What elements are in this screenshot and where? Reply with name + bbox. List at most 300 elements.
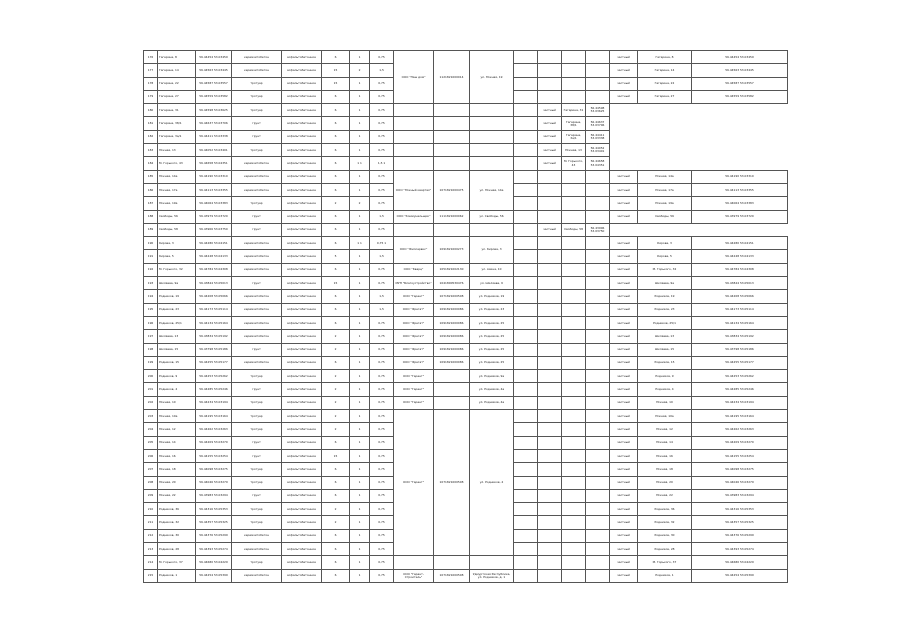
coordinates-cell: 56.44411 53.03338 [196, 130, 232, 143]
address-cell: Южная, 22 [158, 489, 196, 502]
owner-cell: ООО "Гарант" [394, 383, 434, 396]
ogrn-cell: 1091821000086 [434, 343, 470, 356]
count-cell: 1 [350, 516, 370, 529]
ogrn-cell: 1091821000086 [434, 316, 470, 329]
empty-cell [538, 529, 562, 542]
empty-cell [394, 117, 434, 130]
table-row [144, 316, 788, 329]
status-cell: частный [538, 157, 562, 170]
material-cell: тротуар [232, 90, 282, 103]
cover-cell: асфальтобетонное [282, 157, 322, 170]
coordinates-cell: 56.44113 53.03355 [196, 183, 232, 196]
area-cell: 6 [322, 144, 350, 157]
empty-cell [562, 210, 586, 223]
status-cell: частный [610, 303, 638, 316]
volume-cell: 1,5 [370, 303, 394, 316]
empty-cell [514, 90, 538, 103]
count-cell: 1 [350, 383, 370, 396]
material-cell: керамзитобетон [232, 64, 282, 77]
empty-cell [514, 436, 538, 449]
status-cell: частный [610, 396, 638, 409]
cover-cell: асфальтобетонное [282, 263, 322, 276]
count-cell: 1 [350, 90, 370, 103]
cover-cell: асфальтобетонное [282, 130, 322, 143]
empty-cell [586, 436, 610, 449]
address-cell: Южная, 13 [158, 144, 196, 157]
empty-cell [586, 476, 610, 489]
row-number-cell: 206 [144, 449, 158, 462]
status-cell: частный [610, 423, 638, 436]
area-cell: 2 [322, 383, 350, 396]
empty-cell [514, 117, 538, 130]
sources-cell: Родников, 23 [638, 303, 692, 316]
cover-cell: асфальтобетонное [282, 303, 322, 316]
area-cell: 2 [322, 370, 350, 383]
area-cell: 6 [322, 90, 350, 103]
coordinates-cell: 56.43906 53.03750 [196, 223, 232, 236]
status-cell: частный [610, 529, 638, 542]
sources-coords-cell: 56.44234 53.03194 [692, 396, 788, 409]
table-row [144, 144, 788, 157]
empty-cell [562, 489, 586, 502]
empty-cell [514, 463, 538, 476]
status-cell: частный [610, 290, 638, 303]
count-cell: 1 [350, 104, 370, 117]
empty-cell [538, 356, 562, 369]
count-cell: 1 [350, 130, 370, 143]
coordinates-cell: 56.44046 53.03279 [196, 476, 232, 489]
area-cell: 6 [322, 463, 350, 476]
volume-cell: 0,75 [370, 463, 394, 476]
volume-cell: 0,75 [370, 569, 394, 582]
cover-cell: асфальтобетонное [282, 516, 322, 529]
address-cell: Свободы, 56 [158, 210, 196, 223]
address-cell: Родников, 4 [158, 383, 196, 396]
address-cell: Южная, 10 [158, 396, 196, 409]
sources-coords-cell: 56.44411 53.03338 [586, 130, 610, 143]
address-cell: Южная, 14 [158, 436, 196, 449]
count-cell: 1 [350, 343, 370, 356]
sources-cell: Шкляева, 13 [638, 330, 692, 343]
empty-cell [538, 449, 562, 462]
empty-cell [538, 556, 562, 569]
material-cell: тротуар [232, 396, 282, 409]
area-cell: 2 [322, 410, 350, 423]
status-cell: частный [610, 516, 638, 529]
area-cell: 6 [322, 237, 350, 250]
empty-cell [586, 64, 610, 77]
coordinates-cell: 56.44208 53.05066 [196, 290, 232, 303]
sources-coords-cell: 56.44598 53.03625 [586, 104, 610, 117]
count-cell: 1 [350, 356, 370, 369]
count-cell: 2 [350, 64, 370, 77]
count-cell: 1 [350, 396, 370, 409]
count-cell: 1 [350, 503, 370, 516]
cover-cell: асфальтобетонное [282, 476, 322, 489]
address-cell: Гагарина, 8 [158, 51, 196, 64]
empty-cell [514, 396, 538, 409]
empty-cell [562, 197, 586, 210]
owner-cell: ООО "Гарант" [394, 410, 434, 556]
owner-address-cell: ул. Родников, 4а [470, 396, 514, 409]
cover-cell: асфальтобетонное [282, 343, 322, 356]
volume-cell: 1,5 [370, 290, 394, 303]
address-cell: Шкляева, 13 [158, 330, 196, 343]
coordinates-cell: 56.44587 53.03557 [196, 77, 232, 90]
coordinates-cell: 56.44209 53.03270 [196, 436, 232, 449]
volume-cell: 0,75 [370, 77, 394, 90]
volume-cell: 0,75 [370, 263, 394, 276]
owner-address-cell: ул. Южная, 19 [470, 51, 514, 104]
owner-cell: ООО "Фрегат" [394, 330, 434, 343]
sources-cell: Южная, 20 [638, 476, 692, 489]
owner-address-cell: ул. Родников, 4а [470, 383, 514, 396]
sources-cell: Свободы, 56 [638, 210, 692, 223]
volume-cell: 0,75 [370, 183, 394, 196]
count-cell: 1 [350, 463, 370, 476]
material-cell: грунт [232, 117, 282, 130]
material-cell: грунт [232, 489, 282, 502]
empty-cell [394, 144, 434, 157]
empty-cell [514, 250, 538, 263]
row-number-cell: 199 [144, 356, 158, 369]
table-row [144, 170, 788, 183]
cover-cell: асфальтобетонное [282, 170, 322, 183]
empty-cell [538, 330, 562, 343]
empty-cell [470, 130, 514, 143]
cover-cell: асфальтобетонное [282, 370, 322, 383]
empty-cell [562, 463, 586, 476]
count-cell: 2 [350, 197, 370, 210]
table-row [144, 237, 788, 250]
sources-coords-cell: 56.43906 53.03750 [586, 223, 610, 236]
owner-cell: ООО "Гарант" [394, 396, 434, 409]
material-cell: грунт [232, 449, 282, 462]
sources-coords-cell: 56.44248 53.04133 [692, 250, 788, 263]
empty-cell [514, 170, 538, 183]
coordinates-cell: 56.44255 53.05177 [196, 356, 232, 369]
material-cell: керамзитобетон [232, 183, 282, 196]
material-cell: керамзитобетон [232, 529, 282, 542]
cover-cell: асфальтобетонное [282, 410, 322, 423]
area-cell: 6 [322, 290, 350, 303]
empty-cell [586, 263, 610, 276]
sources-coords-cell: 56.44637 53.03706 [586, 117, 610, 130]
volume-cell: 0,75 [370, 542, 394, 555]
empty-cell [562, 529, 586, 542]
area-cell: 15 [322, 77, 350, 90]
empty-cell [562, 569, 586, 582]
coordinates-cell: 56.44393 53.05274 [196, 542, 232, 555]
address-cell: Родников, 9 [158, 370, 196, 383]
area-cell: 6 [322, 130, 350, 143]
status-cell: частный [610, 343, 638, 356]
empty-cell [538, 542, 562, 555]
count-cell: 1 [350, 223, 370, 236]
empty-cell [562, 383, 586, 396]
volume-cell: 0,75 [370, 170, 394, 183]
sources-cell: Южная, 19а [638, 197, 692, 210]
status-cell: частный [610, 197, 638, 210]
status-cell: частный [610, 210, 638, 223]
volume-cell: 0,75 [370, 423, 394, 436]
owner-cell: МУП "Благоустройство" [394, 277, 434, 290]
cover-cell: асфальтобетонное [282, 104, 322, 117]
row-number-cell: 211 [144, 516, 158, 529]
empty-cell [538, 503, 562, 516]
owner-address-cell: ул. Родников, 25 [470, 356, 514, 369]
empty-cell [586, 529, 610, 542]
owner-cell: ООО "Южный квартал" [394, 170, 434, 210]
ogrn-cell [434, 370, 470, 383]
count-cell: 1 [350, 117, 370, 130]
empty-cell [586, 90, 610, 103]
row-number-cell: 213 [144, 542, 158, 555]
address-cell: Родников, 1 [158, 569, 196, 582]
empty-cell [514, 64, 538, 77]
status-cell: частный [610, 542, 638, 555]
area-cell: 2 [322, 396, 350, 409]
empty-cell [586, 503, 610, 516]
empty-cell [586, 290, 610, 303]
row-number-cell: 204 [144, 423, 158, 436]
status-cell: частный [610, 51, 638, 64]
sources-cell: Гагарина, 14 [638, 64, 692, 77]
area-cell: 6 [322, 183, 350, 196]
owner-cell: ООО "Гарант" [394, 370, 434, 383]
register-table [143, 50, 788, 583]
material-cell: керамзитобетон [232, 157, 282, 170]
status-cell: частный [610, 237, 638, 250]
empty-cell [538, 263, 562, 276]
sources-coords-cell: 56.44134 53.05164 [692, 316, 788, 329]
cover-cell: асфальтобетонное [282, 423, 322, 436]
sources-cell: Родников, 15 [638, 356, 692, 369]
coordinates-cell: 56.44559 53.03582 [196, 90, 232, 103]
ogrn-cell: 1111821000062 [434, 210, 470, 223]
empty-cell [394, 223, 434, 236]
sources-coords-cell: 56.44253 53.05262 [692, 370, 788, 383]
area-cell: 6 [322, 157, 350, 170]
area-cell: 6 [322, 556, 350, 569]
empty-cell [586, 183, 610, 196]
empty-cell [538, 370, 562, 383]
empty-cell [514, 144, 538, 157]
sources-cell: Гагарина, 38/1 [562, 117, 586, 130]
ogrn-cell: 1071821000475 [434, 170, 470, 210]
count-cell: 1 [350, 449, 370, 462]
row-number-cell: 197 [144, 330, 158, 343]
volume-cell: 0,75 [370, 449, 394, 462]
address-cell: Гагарина, 38/1 [158, 117, 196, 130]
sources-coords-cell: 56.44680 53.04229 [692, 556, 788, 569]
count-cell: 1 [350, 263, 370, 276]
material-cell: керамзитобетон [232, 569, 282, 582]
empty-cell [470, 144, 514, 157]
empty-cell [586, 556, 610, 569]
empty-cell [562, 516, 586, 529]
address-cell: Южная, 16 [158, 449, 196, 462]
coordinates-cell: 56.43979 53.03720 [196, 210, 232, 223]
row-number-cell: 190 [144, 237, 158, 250]
register-rows [144, 51, 788, 583]
empty-cell [538, 396, 562, 409]
status-cell: частный [610, 77, 638, 90]
sources-cell: М. Горького, 43 [562, 157, 586, 170]
sources-coords-cell: 56.43844 53.05013 [692, 277, 788, 290]
count-cell: 1 [350, 436, 370, 449]
empty-cell [586, 370, 610, 383]
count-cell: 1 [350, 250, 370, 263]
row-number-cell: 189 [144, 223, 158, 236]
sources-coords-cell: 56.44658 53.04351 [586, 157, 610, 170]
empty-cell [538, 489, 562, 502]
row-number-cell: 203 [144, 410, 158, 423]
material-cell: тротуар [232, 503, 282, 516]
row-number-cell: 215 [144, 569, 158, 582]
cover-cell: асфальтобетонное [282, 51, 322, 64]
count-cell: 1 [350, 277, 370, 290]
coordinates-cell: 56.44134 53.05164 [196, 316, 232, 329]
cover-cell: асфальтобетонное [282, 210, 322, 223]
empty-cell [586, 449, 610, 462]
row-number-cell: 176 [144, 51, 158, 64]
cover-cell: асфальтобетонное [282, 250, 322, 263]
table-row [144, 104, 788, 117]
material-cell: грунт [232, 210, 282, 223]
empty-cell [514, 130, 538, 143]
material-cell: тротуар [232, 476, 282, 489]
address-cell: Гагарина, 27 [158, 90, 196, 103]
row-number-cell: 184 [144, 157, 158, 170]
volume-cell: 0,75 [370, 90, 394, 103]
empty-cell [562, 237, 586, 250]
empty-cell [538, 436, 562, 449]
cover-cell: асфальтобетонное [282, 436, 322, 449]
sources-cell: Родников, 9 [638, 370, 692, 383]
address-cell: М. Горького, 32 [158, 263, 196, 276]
count-cell: 1 [350, 210, 370, 223]
empty-cell [514, 423, 538, 436]
material-cell: керамзитобетон [232, 542, 282, 555]
material-cell: грунт [232, 130, 282, 143]
address-cell: Южная, 20 [158, 476, 196, 489]
coordinates-cell: 56.44637 53.03706 [196, 117, 232, 130]
coordinates-cell: 56.43834 53.05192 [196, 330, 232, 343]
area-cell: 6 [322, 51, 350, 64]
volume-cell: 0,75 [370, 197, 394, 210]
empty-cell [538, 423, 562, 436]
empty-cell [514, 197, 538, 210]
sources-coords-cell: 56.43834 53.05192 [692, 330, 788, 343]
empty-cell [586, 356, 610, 369]
empty-cell [538, 277, 562, 290]
volume-cell: 0,75 [370, 51, 394, 64]
volume-cell: 0,75 [370, 277, 394, 290]
row-number-cell: 195 [144, 303, 158, 316]
area-cell: 15 [322, 449, 350, 462]
owner-address-cell: ул. Родников, 25 [470, 316, 514, 329]
row-number-cell: 205 [144, 436, 158, 449]
ogrn-cell [434, 556, 470, 569]
material-cell: керамзитобетон [232, 250, 282, 263]
row-number-cell: 181 [144, 117, 158, 130]
owner-address-cell: ул. Родников, 9а [470, 370, 514, 383]
table-row [144, 290, 788, 303]
empty-cell [586, 489, 610, 502]
owner-address-cell: ул. Родников, 23 [470, 303, 514, 316]
row-number-cell: 182 [144, 130, 158, 143]
table-row [144, 330, 788, 343]
row-number-cell: 196 [144, 316, 158, 329]
count-cell: 1 [350, 529, 370, 542]
empty-cell [514, 343, 538, 356]
volume-cell: 0,75 [370, 529, 394, 542]
owner-cell: ООО "Коммунальщик" [394, 210, 434, 223]
area-cell: 2 [322, 503, 350, 516]
address-cell: Родников, 15 [158, 356, 196, 369]
sources-cell: Гагарина, 27 [638, 90, 692, 103]
row-number-cell: 200 [144, 370, 158, 383]
sources-cell: Родников, 30 [638, 529, 692, 542]
sources-cell: Родников, 1 [638, 569, 692, 582]
coordinates-cell: 56.44254 53.05399 [196, 569, 232, 582]
address-cell: Родников, 28 [158, 542, 196, 555]
sources-coords-cell: 56.44254 53.05399 [692, 569, 788, 582]
count-cell: 1 [350, 170, 370, 183]
sources-coords-cell: 56.44208 53.05066 [692, 290, 788, 303]
row-number-cell: 201 [144, 383, 158, 396]
coordinates-cell: 56.44190 53.03310 [196, 170, 232, 183]
sources-coords-cell: 56.44209 53.03270 [692, 436, 788, 449]
owner-address-cell [470, 556, 514, 569]
address-cell: Южная, 14а [158, 170, 196, 183]
sources-cell: Южная, 10 [638, 396, 692, 409]
empty-cell [562, 64, 586, 77]
sources-cell: Южная, 10а [638, 410, 692, 423]
address-cell: Южная, 12 [158, 423, 196, 436]
empty-cell [562, 556, 586, 569]
material-cell: тротуар [232, 144, 282, 157]
cover-cell: асфальтобетонное [282, 77, 322, 90]
table-row [144, 410, 788, 423]
area-cell: 6 [322, 210, 350, 223]
sources-coords-cell: 56.43979 53.03720 [692, 210, 788, 223]
empty-cell [514, 303, 538, 316]
volume-cell: 0,75 [370, 104, 394, 117]
ogrn-cell: 1091821000086 [434, 303, 470, 316]
sources-cell: Гагарина, 8 [638, 51, 692, 64]
count-cell: 1 [350, 410, 370, 423]
status-cell: частный [538, 223, 562, 236]
row-number-cell: 180 [144, 104, 158, 117]
status-cell: частный [538, 104, 562, 117]
table-row [144, 117, 788, 130]
status-cell: частный [610, 410, 638, 423]
empty-cell [538, 303, 562, 316]
sources-cell: Южная, 18 [638, 463, 692, 476]
empty-cell [538, 250, 562, 263]
empty-cell [562, 90, 586, 103]
address-cell: Южная, 19а [158, 197, 196, 210]
volume-cell: 0,75 [370, 330, 394, 343]
table-row [144, 556, 788, 569]
table-row [144, 277, 788, 290]
empty-cell [586, 396, 610, 409]
ogrn-cell: 1051821002130 [434, 263, 470, 276]
count-cell: 1 [350, 423, 370, 436]
sources-coords-cell: 56.44587 53.03557 [692, 77, 788, 90]
